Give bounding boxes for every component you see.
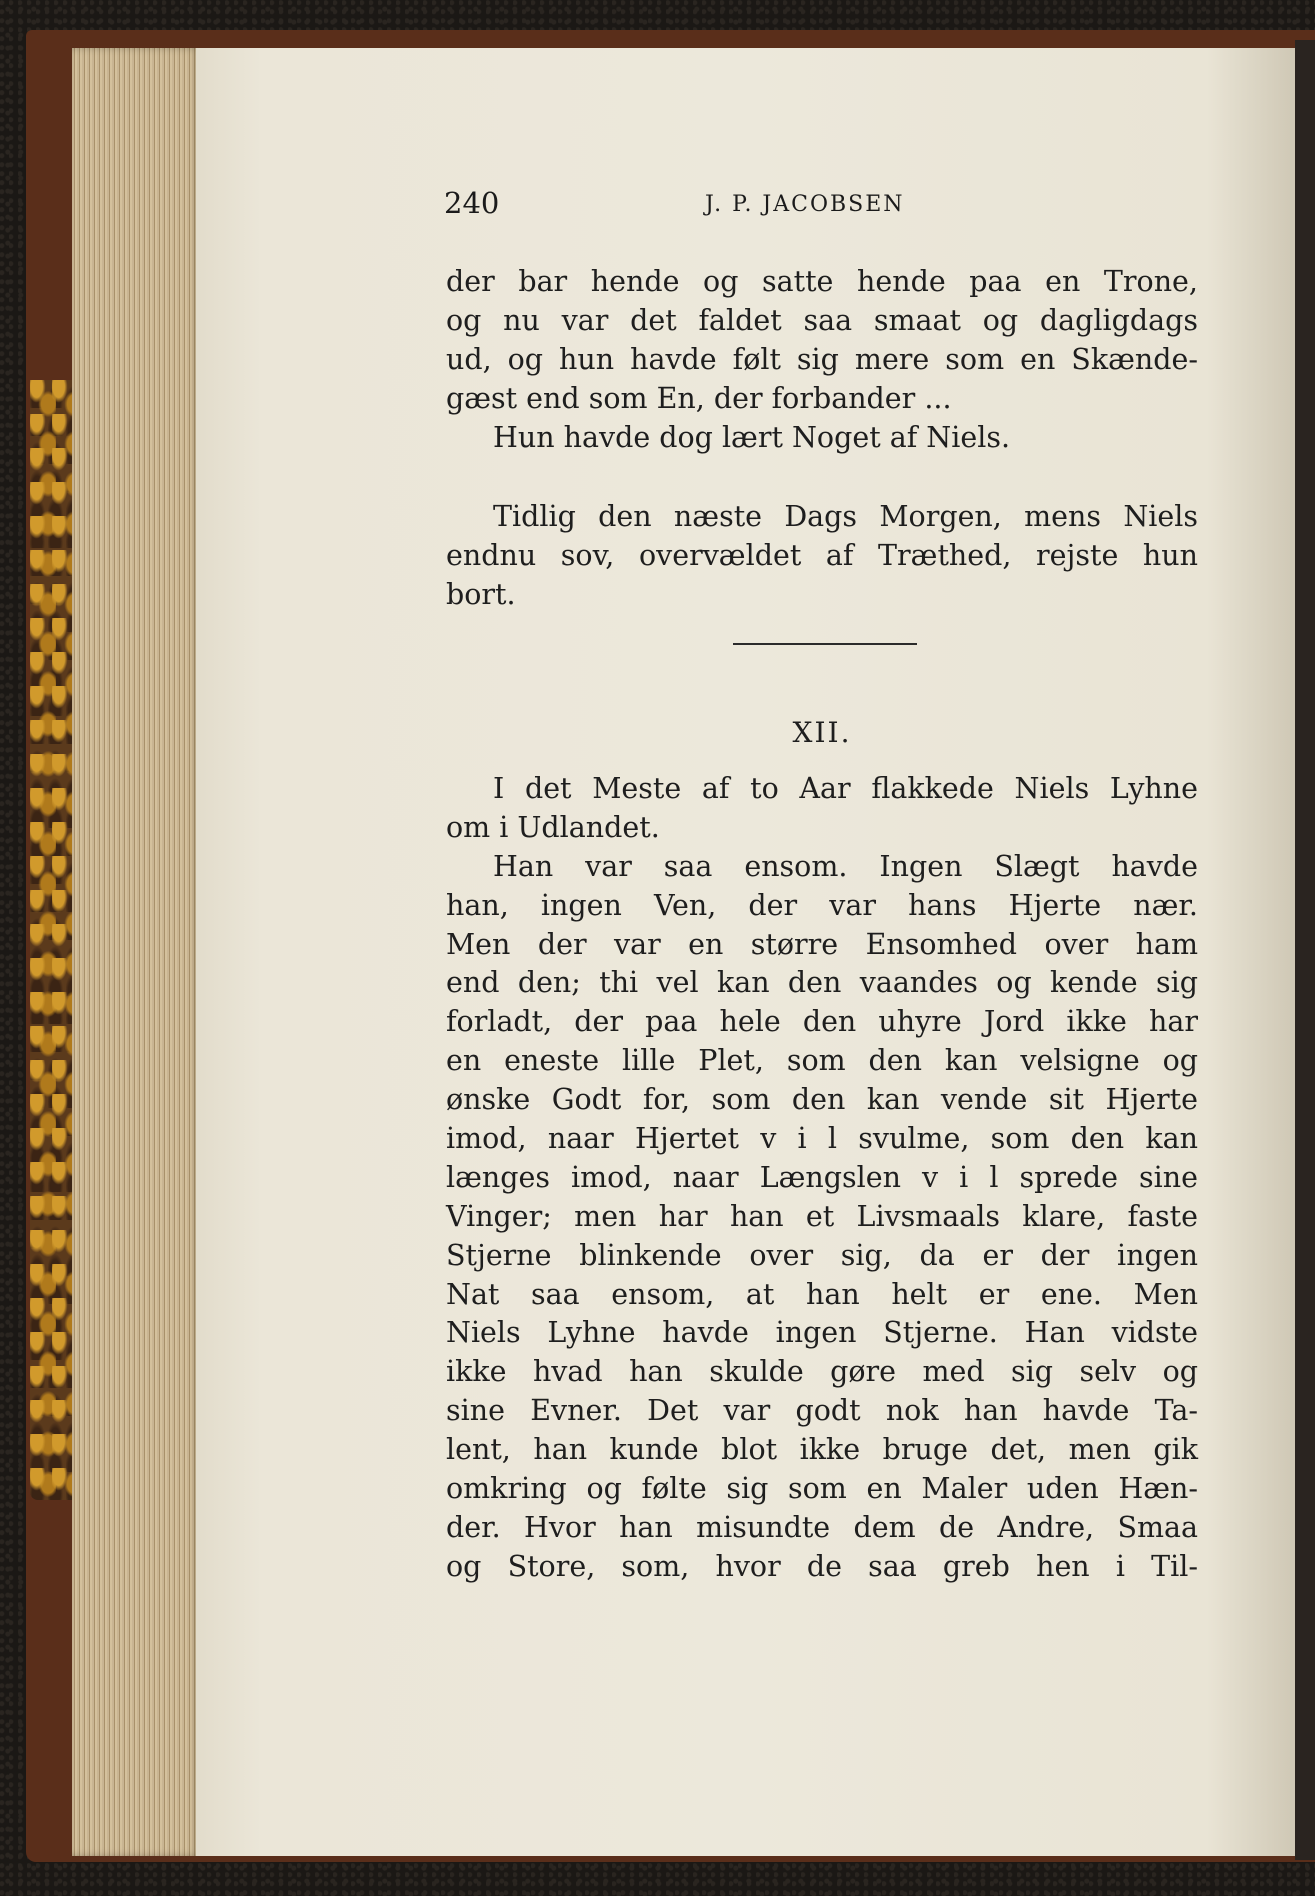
text-line: gæst end som En, der forbander ... — [446, 381, 952, 415]
text-line: ikke hvad han skulde gøre med sig selv og — [446, 1355, 1198, 1389]
text-line: Hun havde dog lært Noget af Niels. — [493, 420, 1011, 454]
text-line: Han var saa ensom. Ingen Slægt havde — [493, 849, 1198, 883]
text-line: bort. — [446, 577, 516, 611]
section-divider — [733, 643, 917, 645]
text-line: Tidlig den næste Dags Morgen, mens Niels — [493, 500, 1198, 533]
paragraph-2 — [446, 498, 1198, 615]
text-line: imod, naar Hjertet v i l svulme, som den kan — [446, 1122, 1198, 1156]
marbled-endpaper — [30, 380, 75, 1500]
running-head-author: J. P. JACOBSEN — [705, 192, 905, 217]
page-edges — [72, 48, 202, 1856]
text-line: forladt, der paa hele den uhyre Jord ikke har — [446, 1005, 1198, 1039]
text-line: han, ingen Ven, der var hans Hjerte nær. — [446, 888, 1198, 922]
text-line: Niels Lyhne havde ingen Stjerne. Han vidste — [446, 1316, 1198, 1350]
text-line: Men der var en større Ensomhed over ham — [446, 927, 1198, 961]
gutter-shadow — [1295, 40, 1315, 1860]
text-line: Stjerne blinkende over sig, da er der ingen — [446, 1238, 1198, 1272]
text-line: end den; thi vel kan den vaandes og kende sig — [446, 966, 1198, 1000]
text-line: og Store, som, hvor de saa greb hen i Til- — [446, 1549, 1198, 1583]
paragraph-3 — [446, 770, 1198, 1587]
page-number: 240 — [444, 186, 500, 220]
chapter-heading: XII. — [792, 716, 852, 749]
running-head — [444, 186, 1204, 226]
text-line: Nat saa ensom, at han helt er ene. Men — [446, 1277, 1198, 1311]
paragraph-1 — [446, 263, 1198, 457]
text-line: der. Hvor han misundte dem de Andre, Smaa — [446, 1510, 1198, 1544]
text-line: Vinger; men har han et Livsmaals klare, faste — [446, 1199, 1198, 1233]
text-line: lent, han kunde blot ikke bruge det, men gik — [446, 1433, 1198, 1467]
text-line: og nu var det faldet saa smaat og dagligdags — [446, 303, 1198, 337]
text-line: længes imod, naar Længslen v i l sprede sine — [446, 1160, 1198, 1194]
text-line: omkring og følte sig som en Maler uden Hæn- — [446, 1472, 1198, 1506]
text-line: om i Udlandet. — [446, 810, 660, 844]
text-line: ud, og hun havde følt sig mere som en Skænde- — [446, 342, 1198, 376]
text-line: ønske Godt for, som den kan vende sit Hjerte — [446, 1083, 1198, 1117]
text-line: sine Evner. Det var godt nok han havde Ta- — [446, 1394, 1198, 1428]
text-line: endnu sov, overvældet af Træthed, rejste hun — [446, 538, 1198, 572]
text-line: I det Meste af to Aar flakkede Niels Lyhne — [493, 772, 1198, 805]
text-line: en eneste lille Plet, som den kan velsigne og — [446, 1044, 1198, 1078]
text-line: der bar hende og satte hende paa en Trone, — [446, 265, 1198, 298]
